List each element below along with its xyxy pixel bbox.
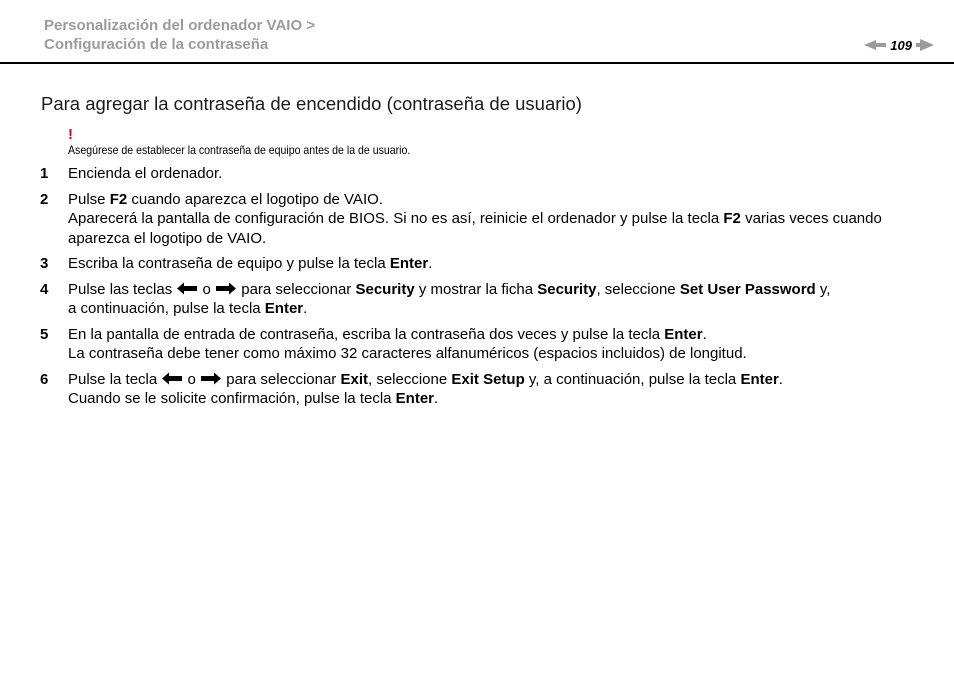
- step-number: 1: [40, 165, 49, 182]
- step-text: Cuando se le solicite confirmación, pulse la tecla: [68, 390, 396, 407]
- key-name: Enter: [264, 300, 304, 317]
- next-page-arrow-icon[interactable]: [920, 39, 934, 51]
- step-text: .: [434, 390, 439, 407]
- step-text: .: [778, 370, 783, 388]
- step-number: 3: [40, 255, 49, 272]
- key-name: F2: [109, 190, 128, 208]
- warning-mark-icon: !: [68, 126, 73, 143]
- step-text: o: [183, 370, 201, 388]
- right-arrow-key-icon: [215, 282, 237, 295]
- step-text: y, a continuación, pulse la tecla: [524, 370, 741, 388]
- step-text: para seleccionar: [237, 280, 356, 298]
- key-name: Enter: [395, 390, 435, 407]
- steps-list: [40, 164, 920, 415]
- step-number: 6: [40, 370, 49, 388]
- step-5: [40, 325, 920, 364]
- step-text: Encienda el ordenador.: [68, 165, 223, 182]
- right-arrow-key-icon: [200, 372, 222, 385]
- left-arrow-key-icon: [176, 282, 198, 295]
- menu-name: Set User Password: [679, 280, 816, 298]
- step-text: a continuación, pulse la tecla: [68, 300, 265, 317]
- step-6: [40, 370, 920, 409]
- key-name: F2: [723, 210, 741, 227]
- left-arrow-key-icon: [161, 372, 183, 385]
- previous-page-arrow-icon[interactable]: [864, 40, 876, 50]
- step-2: [40, 190, 920, 249]
- step-number: 4: [40, 280, 49, 298]
- step-1: [40, 164, 920, 184]
- step-text: La contraseña debe tener como máximo 32 caracteres alfanuméricos (espacios incluidos) de longitud.: [68, 345, 747, 362]
- step-text: Aparecerá la pantalla de configuración de BIOS. Si no es así, reinicie el ordenador y pulse la tecla: [68, 210, 724, 227]
- step-text: aparezca el logotipo de VAIO.: [68, 229, 267, 247]
- step-4: [40, 280, 920, 319]
- step-text: Pulse la tecla: [68, 370, 162, 388]
- menu-name: Security: [537, 280, 597, 298]
- breadcrumb: [44, 16, 315, 54]
- previous-page-arrow-tail[interactable]: [876, 43, 886, 47]
- note: [68, 127, 457, 157]
- step-text: .: [702, 325, 707, 343]
- step-3: [40, 254, 920, 274]
- step-text: y mostrar la ficha: [414, 280, 538, 298]
- step-text: Escriba la contraseña de equipo y pulse la tecla: [68, 255, 390, 272]
- step-text: y,: [815, 280, 831, 298]
- step-text: Pulse: [68, 190, 110, 208]
- step-text: varias veces cuando: [740, 210, 882, 227]
- step-number: 2: [40, 190, 49, 208]
- breadcrumb-parent-link[interactable]: Personalización del ordenador VAIO >: [44, 17, 316, 34]
- step-text: , seleccione: [368, 370, 452, 388]
- step-text: En la pantalla de entrada de contraseña, escriba la contraseña dos veces y pulse la tecla: [68, 325, 665, 343]
- page-number: 109: [890, 37, 912, 53]
- step-text: .: [303, 300, 308, 317]
- step-number: 5: [40, 325, 49, 343]
- section-title: Para agregar la contraseña de encendido (contraseña de usuario): [41, 93, 582, 114]
- key-name: Enter: [664, 325, 703, 343]
- key-name: Enter: [389, 255, 429, 272]
- page-navigator: [864, 36, 934, 54]
- breadcrumb-current[interactable]: Configuración de la contraseña: [44, 36, 269, 53]
- step-text: para seleccionar: [222, 370, 341, 388]
- step-text: cuando aparezca el logotipo de VAIO.: [127, 190, 383, 208]
- page-header: [0, 0, 954, 64]
- step-text: , seleccione: [596, 280, 680, 298]
- menu-name: Exit: [340, 370, 368, 388]
- menu-name: Security: [355, 280, 415, 298]
- key-name: Enter: [740, 370, 779, 388]
- menu-name: Exit Setup: [451, 370, 525, 388]
- step-text: .: [428, 255, 433, 272]
- note-text: Asegúrese de establecer la contraseña de equipo antes de la de usuario.: [68, 143, 411, 157]
- step-text: o: [198, 280, 216, 298]
- step-text: Pulse las teclas: [68, 280, 177, 298]
